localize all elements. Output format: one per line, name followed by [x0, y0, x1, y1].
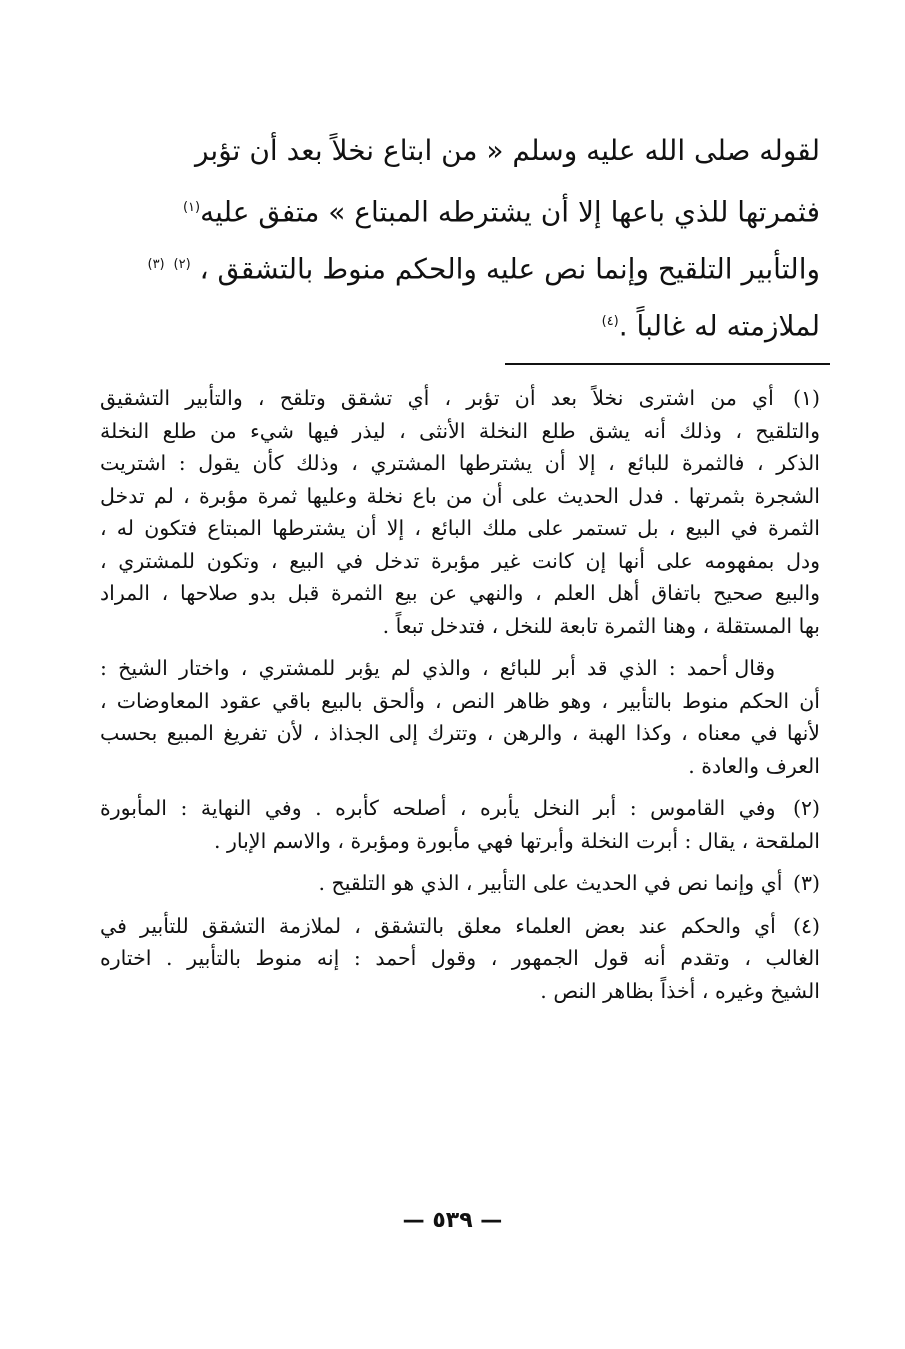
footnote-line: والتلقيح ، وذلك أنه يشق طلع النخلة الأنثى ، ليذر فيها شيء من طلع النخلة — [100, 418, 820, 443]
footnote-line: ودل بمفهومه على أنها إن كانت غير مؤبرة تدخل في البيع ، وتكون للمشتري ، — [100, 548, 820, 573]
footnote-divider — [505, 363, 830, 365]
footnote-line: الملقحة ، يقال : أبرت النخلة وأبرتها فهي مأبورة ومؤبرة ، والاسم الإبار . — [214, 828, 820, 853]
footnote-1-continued — [100, 652, 820, 782]
footnote-line: الذكر ، فالثمرة للبائع ، إلا أن يشترطها المشتري ، وذلك كأن يقول : اشتريت — [100, 451, 820, 475]
footnote-line — [100, 652, 820, 685]
footnote-ref-3[interactable]: (٣) — [147, 257, 165, 272]
footnote-2 — [100, 792, 820, 857]
footnote-ref-1[interactable]: (١) — [182, 200, 201, 215]
footnote-line — [100, 382, 820, 415]
footnote-text: أي من اشترى نخلاً بعد أن تؤبر ، أي تشقق وتلقح ، والتأبير التشقيق — [100, 386, 774, 410]
footnote-text: أي والحكم عند بعض العلماء معلق بالتشقق ، لملازمة التشقق للتأبير في — [100, 913, 776, 938]
footnote-line: الشيخ وغيره ، أخذاً بظاهر النص . — [540, 978, 820, 1003]
footnote-line: أن الحكم منوط بالتأبير ، وهو ظاهر النص ، وألحق بالبيع باقي عقود المعاوضات ، — [100, 688, 820, 713]
main-text-line — [100, 122, 820, 179]
main-text-line — [100, 293, 820, 350]
footnote-1 — [100, 382, 820, 642]
footnotes-section — [100, 382, 820, 1017]
footnote-3 — [100, 867, 820, 900]
main-text-line-4: لملازمته له غالباً . — [618, 309, 820, 343]
main-text-line — [100, 236, 820, 293]
footnote-ref-4[interactable]: (٤) — [601, 314, 619, 329]
main-text-line-1: لقوله صلى الله عليه وسلم « من ابتاع نخلاً بعد أن تؤبر — [194, 134, 820, 167]
footnote-line: بها المستقلة ، وهنا الثمرة تابعة للنخل ، فتدخل تبعاً . — [382, 613, 820, 638]
footnote-ref-2[interactable]: (٢) — [173, 257, 191, 272]
footnote-text: وقال أحمد : الذي قد أبر للبائع ، والذي لم يؤبر للمشتري ، واختار الشيخ : — [100, 656, 776, 680]
footnote-text: أي وإنما نص في الحديث على التأبير ، الذي هو التلقيح . — [318, 871, 783, 895]
main-text — [100, 122, 820, 350]
footnote-4 — [100, 910, 820, 1008]
footnote-text: وفي القاموس : أبر النخل يأبره ، أصلحه كأبره . وفي النهاية : المأبورة — [100, 796, 776, 820]
footnote-line — [100, 910, 820, 943]
main-text-line — [100, 179, 820, 236]
main-text-line-2: فثمرتها للذي باعها إلا أن يشترطه المبتاع » متفق عليه — [200, 195, 820, 229]
footnote-line: الشجرة بثمرتها . فدل الحديث على أن من باع نخلة وعليها ثمرة مؤبرة ، لم تدخل — [100, 483, 820, 508]
footnote-line: والبيع صحيح باتفاق أهل العلم ، والنهي عن بيع الثمرة قبل بدو صلاحها ، المراد — [100, 581, 820, 605]
footnote-line: العرف والعادة . — [688, 753, 820, 778]
footnote-number: (٤) — [792, 913, 820, 938]
footnote-line: الثمرة في البيع ، بل تستمر على ملك البائع ، إلا أن يشترطها المبتاع فتكون له ، — [100, 516, 820, 540]
footnote-line: الغالب ، وتقدم أنه قول الجمهور ، وقول أحمد : إنه منوط بالتأبير . اختاره — [100, 946, 820, 970]
footnote-line — [100, 867, 820, 900]
footnote-line — [100, 792, 820, 825]
main-text-line-3: والتأبير التلقيح وإنما نص عليه والحكم منوط بالتشقق ، — [199, 252, 820, 286]
footnote-number: (١) — [792, 386, 820, 410]
page-number: — ٥٣٩ — — [402, 1208, 503, 1233]
footnote-number: (٢) — [792, 796, 820, 820]
footnote-line: لأنها في معناه ، وكذا الهبة ، والرهن ، وتترك إلى الجذاذ ، لأن تفريغ المبيع بحسب — [100, 721, 820, 745]
footnote-number: (٣) — [792, 871, 820, 895]
